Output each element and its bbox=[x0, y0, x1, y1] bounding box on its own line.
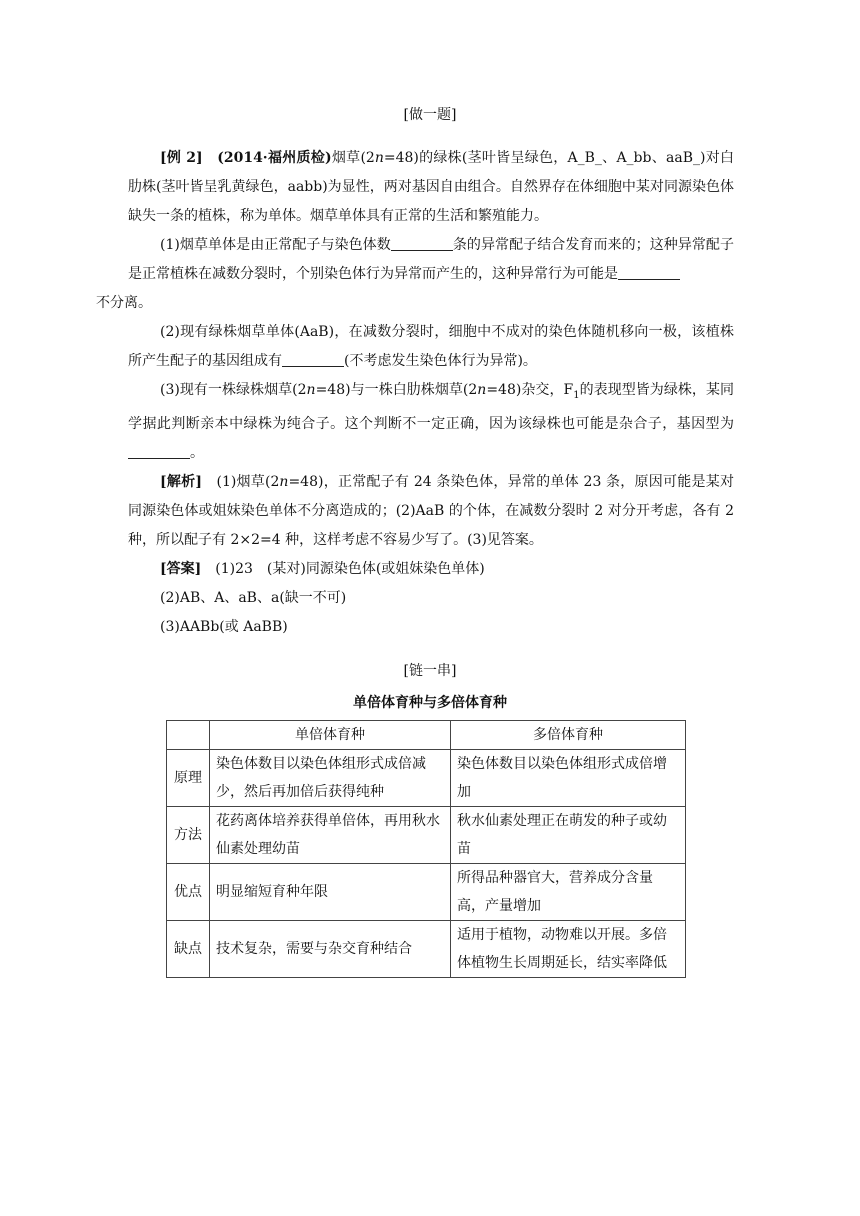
table-header-cell: 单倍体育种 bbox=[210, 721, 451, 750]
example-block bbox=[96, 144, 735, 642]
table-cell: 染色体数目以染色体组形式成倍增加 bbox=[451, 750, 686, 807]
example-intro bbox=[128, 144, 734, 231]
answer-blank[interactable] bbox=[128, 444, 190, 459]
table-header-row bbox=[167, 721, 686, 750]
row-head: 方法 bbox=[167, 807, 210, 864]
question-3-text: =48)杂交，F bbox=[486, 382, 574, 398]
section-heading-do-one: [做一题] bbox=[403, 107, 457, 123]
section-heading-chain: [链一串] bbox=[403, 663, 457, 679]
question-1 bbox=[96, 231, 734, 318]
subscript: 1 bbox=[573, 389, 580, 401]
analysis-label: [解析] bbox=[160, 473, 202, 490]
row-head: 优点 bbox=[167, 864, 210, 921]
example-source: (2014·福州质检) bbox=[217, 150, 332, 166]
answer-line-2: (2)AB、A、aB、a(缺一不可) bbox=[160, 589, 347, 606]
example-text: =48)的绿株(茎叶皆呈绿色，A_B_、A_bb、aaB_)对白肋株(茎叶皆呈乳黄绿色，aabb)为显性，两对基因自由组合。自然界存在体细胞中某对同源染色体缺失一条的植株，称为单体。烟草单体具有正常的生活和繁殖能力。 bbox=[128, 150, 734, 224]
question-1-text: 条的异常配子结合发育而来的；这种异常配子是正常植株在减数分裂时，个别染色体行为异常而产生的，这种异常行为可能是 bbox=[128, 237, 734, 282]
var-n: n bbox=[279, 473, 289, 490]
question-3 bbox=[128, 376, 734, 468]
question-2-text: (2)现有绿株烟草单体(AaB)，在减数分裂时，细胞中不成对的染色体随机移向一极，该植株所产生配子的基因组成有 bbox=[128, 324, 734, 369]
table-cell: 染色体数目以染色体组形式成倍减少，然后再加倍后获得纯种 bbox=[210, 750, 451, 807]
answer-line-3: (3)AABb(或 AaBB) bbox=[160, 618, 288, 635]
table-row bbox=[167, 864, 686, 921]
table-cell: 适用于植物，动物难以开展。多倍体植物生长周期延长，结实率降低 bbox=[451, 921, 686, 978]
var-n: n bbox=[306, 382, 316, 398]
var-n: n bbox=[477, 382, 487, 398]
analysis bbox=[128, 468, 734, 555]
example-text: 烟草(2 bbox=[331, 150, 375, 166]
answer-blank[interactable] bbox=[618, 265, 680, 280]
example-label: [例 2] bbox=[160, 150, 203, 166]
answer-blank[interactable] bbox=[282, 352, 344, 367]
question-3-text: =48)与一株白肋株烟草(2 bbox=[315, 382, 478, 398]
row-head: 原理 bbox=[167, 750, 210, 807]
analysis-text: (1)烟草(2 bbox=[216, 473, 280, 490]
question-1-text: (1)烟草单体是由正常配子与染色体数 bbox=[160, 237, 391, 253]
answer-text: (1)23 (某对)同源染色体(或姐妹染色单体) bbox=[215, 560, 485, 577]
comparison-table bbox=[166, 720, 686, 978]
table-cell: 明显缩短育种年限 bbox=[210, 864, 451, 921]
question-3-text: (3)现有一株绿株烟草(2 bbox=[160, 382, 307, 398]
table-cell: 秋水仙素处理正在萌发的种子或幼苗 bbox=[451, 807, 686, 864]
question-3-text: 。 bbox=[190, 444, 204, 461]
answer-blank[interactable] bbox=[391, 236, 453, 251]
row-head: 缺点 bbox=[167, 921, 210, 978]
var-n: n bbox=[374, 150, 384, 166]
table-cell: 所得品种器官大，营养成分含量高，产量增加 bbox=[451, 864, 686, 921]
question-2-text: (不考虑发生染色体行为异常)。 bbox=[344, 353, 537, 369]
table-row bbox=[167, 750, 686, 807]
question-3-text: 的表现型皆为绿株，某同学据此判断亲本中绿株为纯合子。这个判断不一定正确，因为该绿株也可能是杂合子，基因型为 bbox=[128, 382, 734, 432]
table-title: 单倍体育种与多倍体育种 bbox=[353, 695, 507, 711]
question-2 bbox=[128, 318, 734, 376]
table-row bbox=[167, 807, 686, 864]
table-header-cell bbox=[167, 721, 210, 750]
table-row bbox=[167, 921, 686, 978]
analysis-text: =48)，正常配子有 24 条染色体，异常的单体 23 条，原因可能是某对同源染色体或姐妹染色单体不分离造成的；(2)AaB 的个体，在减数分裂时 2 对分开考虑，各有 2 种，所以配子有 2×2=4 种，这样考虑不容易少写了。(3)见答案。 bbox=[128, 473, 735, 548]
table-header-cell: 多倍体育种 bbox=[451, 721, 686, 750]
answer-label: [答案] bbox=[160, 560, 202, 577]
question-1-text: 不分离。 bbox=[96, 295, 152, 311]
answer-line-1 bbox=[128, 555, 734, 584]
table-cell: 花药离体培养获得单倍体，再用秋水仙素处理幼苗 bbox=[210, 807, 451, 864]
table-cell: 技术复杂，需要与杂交育种结合 bbox=[210, 921, 451, 978]
